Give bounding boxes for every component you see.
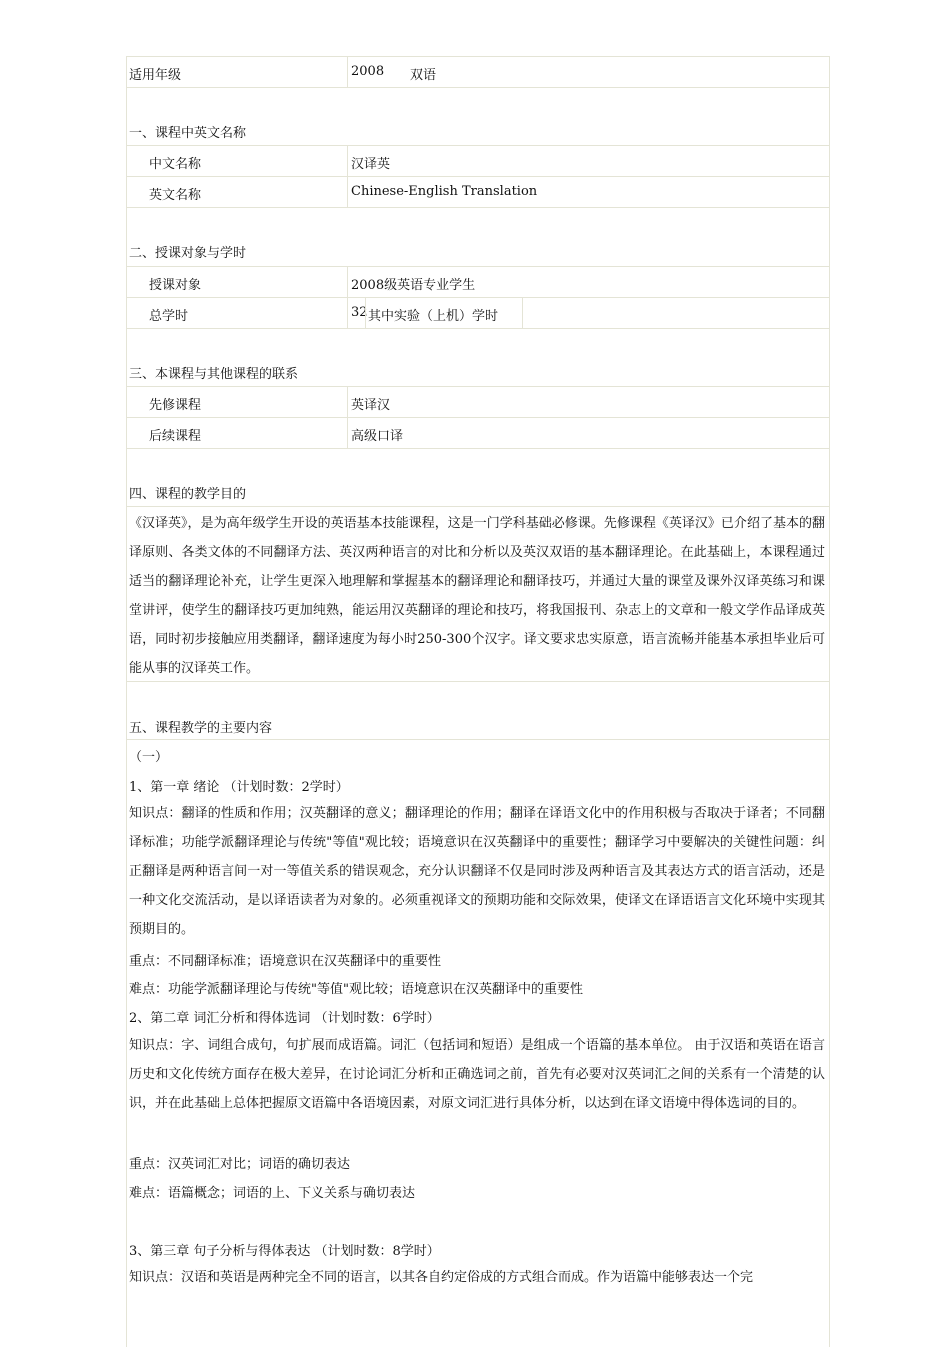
grade-label: 适用年级 xyxy=(129,68,182,83)
section-1-heading: 一、课程中英文名称 xyxy=(129,126,247,141)
chapter-2-title: 2、第二章 词汇分析和得体选词 （计划时数：6学时） xyxy=(129,1011,440,1026)
cn-name-row xyxy=(127,145,829,177)
audience-row xyxy=(127,266,829,298)
followup-label: 后续课程 xyxy=(149,429,202,444)
followup-row xyxy=(127,417,829,449)
prerequisite-value: 英译汉 xyxy=(351,398,391,413)
hours-value: 32 xyxy=(351,305,368,320)
chapter-2-key: 重点：汉英词汇对比；词语的确切表达 xyxy=(129,1157,351,1172)
section-3-heading: 三、本课程与其他课程的联系 xyxy=(129,367,299,382)
hours-label: 总学时 xyxy=(149,309,189,324)
section-5-row xyxy=(127,681,829,740)
section-2-heading: 二、授课对象与学时 xyxy=(129,246,247,261)
chapter-1-knowledge: 知识点：翻译的性质和作用；汉英翻译的意义；翻译理论的作用；翻译在译语文化中的作用积极与否取决于译者；不同翻译标准；功能学派翻译理论与传统"等值"观比较；语境意识在汉英翻译中的重要性；翻译学习中要解决的关键性问题：纠正翻译是两种语言间一对一等值关系的错误观念，充分认识翻译不仅是同时涉及两种语言及其表达方式的语言活动，还是一种文化交流活动，是以译语读者为对象的。必须重视译文的预期功能和交际效果，使译文在译语语言文化环境中实现其预期目的。 xyxy=(129,806,825,937)
chapter-2-knowledge: 知识点：字、词组合成句，句扩展而成语篇。词汇（包括词和短语）是组成一个语篇的基本单位。 由于汉语和英语在语言历史和文化传统方面存在极大差异，在讨论词汇分析和正确选词之前，首先有必要对汉英词汇之间的关系有一个清楚的认识，并在此基础上总体把握原文语篇中各语境因素，对原文词汇进行具体分析，以达到在译文语境中得体选词的目的。 xyxy=(129,1038,825,1111)
cn-name-label: 中文名称 xyxy=(149,157,202,172)
grade-type: 双语 xyxy=(410,68,437,83)
chapter-3-knowledge: 知识点：汉语和英语是两种完全不同的语言，以其各自约定俗成的方式组合而成。作为语篇中能够表达一个完 xyxy=(129,1270,754,1285)
audience-value: 2008级英语专业学生 xyxy=(351,278,476,293)
section-4-row xyxy=(127,448,829,507)
section-2-row xyxy=(127,207,829,267)
chapter-1-key: 重点：不同翻译标准；语境意识在汉英翻译中的重要性 xyxy=(129,954,442,969)
en-name-row xyxy=(127,176,829,208)
en-name-value: Chinese-English Translation xyxy=(351,184,538,199)
section-1-row xyxy=(127,87,829,146)
en-name-label: 英文名称 xyxy=(149,188,202,203)
grade-year: 2008 xyxy=(351,64,385,79)
grade-row xyxy=(127,56,829,88)
followup-value: 高级口译 xyxy=(351,429,404,444)
cn-name-value: 汉译英 xyxy=(351,157,391,172)
content-row xyxy=(127,739,829,1348)
chapter-1-difficulty: 难点：功能学派翻译理论与传统"等值"观比较；语境意识在汉英翻译中的重要性 xyxy=(129,982,583,997)
course-document xyxy=(126,56,830,1347)
part-1-label: （一） xyxy=(129,750,169,765)
chapter-3-title: 3、第三章 句子分析与得体表达 （计划时数：8学时） xyxy=(129,1244,440,1259)
section-3-row xyxy=(127,328,829,387)
prerequisite-label: 先修课程 xyxy=(149,398,202,413)
audience-label: 授课对象 xyxy=(149,278,202,293)
section-5-heading: 五、课程教学的主要内容 xyxy=(129,721,273,736)
purpose-text: 《汉译英》，是为高年级学生开设的英语基本技能课程，这是一门学科基础必修课。先修课程《英译汉》已介绍了基本的翻译原则、各类文体的不同翻译方法、英汉两种语言的对比和分析以及英汉双语的基本翻译理论。在此基础上，本课程通过适当的翻译理论补充，让学生更深入地理解和掌握基本的翻译理论和翻译技巧，并通过大量的课堂及课外汉译英练习和课堂讲评，使学生的翻译技巧更加纯熟，能运用汉英翻译的理论和技巧，将我国报刊、杂志上的文章和一般文学作品译成英语，同时初步接触应用类翻译，翻译速度为每小时250-300个汉字。译文要求忠实原意，语言流畅并能基本承担毕业后可能从事的汉译英工作。 xyxy=(129,516,825,676)
prerequisite-row xyxy=(127,386,829,418)
chapter-2-difficulty: 难点：语篇概念；词语的上、下义关系与确切表达 xyxy=(129,1186,416,1201)
chapter-1-title: 1、第一章 绪论 （计划时数：2学时） xyxy=(129,780,349,795)
lab-hours-label: 其中实验（上机）学时 xyxy=(368,309,499,324)
section-4-heading: 四、课程的教学目的 xyxy=(129,487,247,502)
purpose-row xyxy=(127,506,829,682)
hours-row xyxy=(127,297,829,329)
